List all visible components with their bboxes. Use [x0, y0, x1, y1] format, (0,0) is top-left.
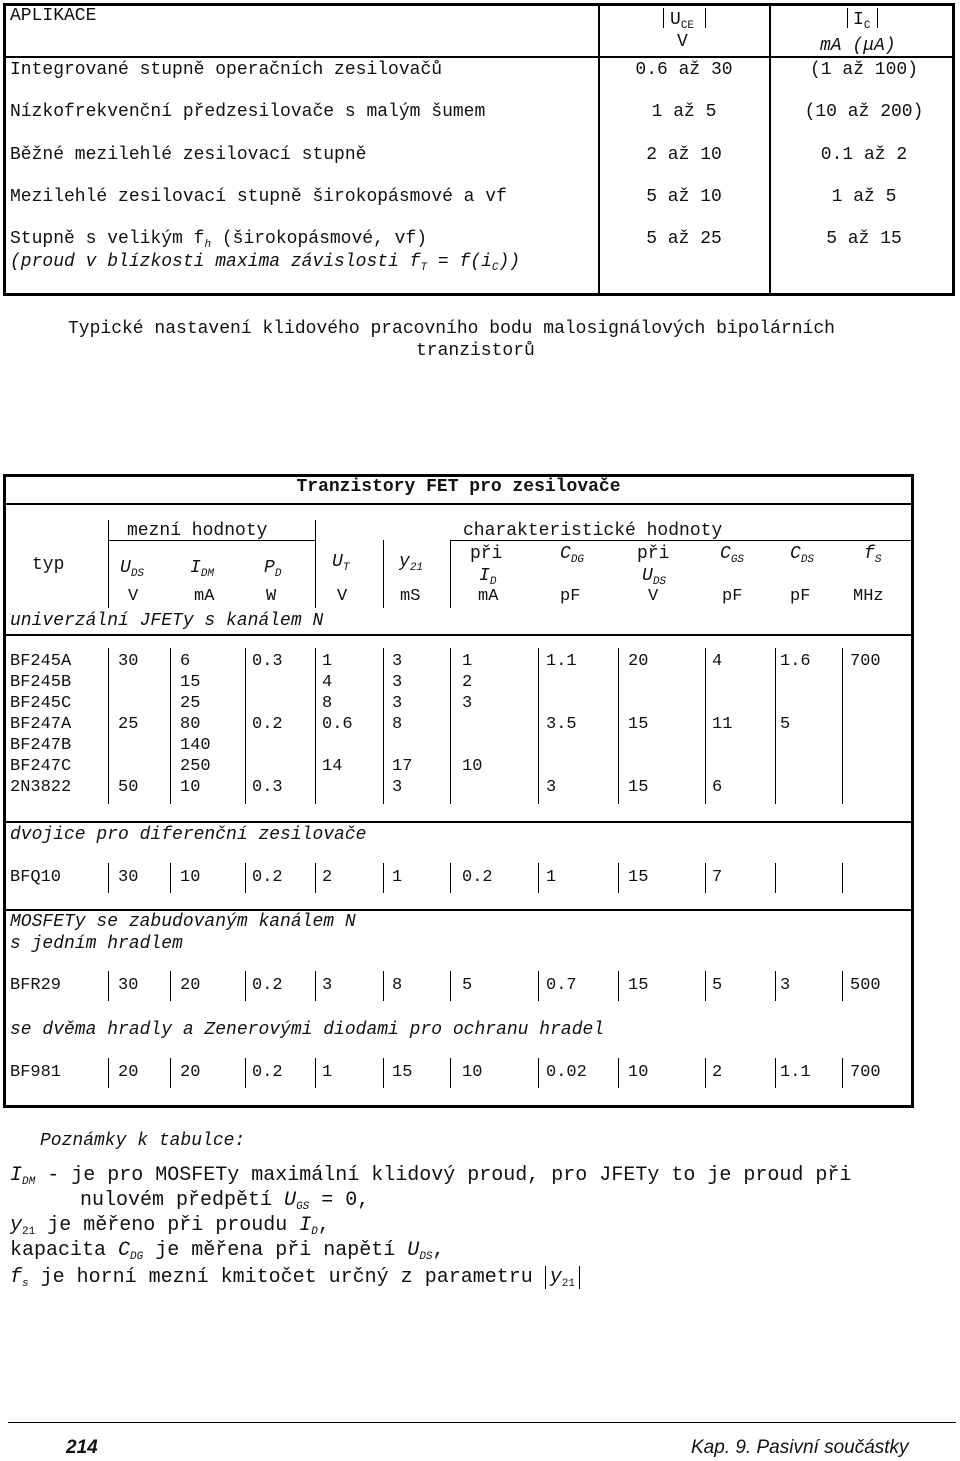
- row-uce: 1 až 5: [651, 102, 717, 122]
- section-mosfet1b: s jedním hradlem: [10, 934, 183, 954]
- cell-value: 10: [462, 757, 483, 776]
- cell-value: 0.2: [252, 868, 283, 887]
- cell-separator: [108, 971, 109, 1001]
- cell-value: 30: [118, 868, 139, 887]
- unit-label: pF: [560, 587, 581, 606]
- cell-separator: [315, 648, 316, 804]
- cell-separator: [315, 971, 316, 1001]
- cell-value: 0.2: [462, 868, 493, 887]
- cell-value: 700: [850, 1063, 881, 1082]
- cell-value: 3: [392, 673, 403, 692]
- cell-separator: [315, 863, 316, 893]
- cell-separator: [170, 971, 171, 1001]
- unit-label: W: [266, 587, 277, 606]
- cell-separator: [245, 1058, 246, 1088]
- cell-separator: [450, 971, 451, 1001]
- cell-separator: [383, 648, 384, 804]
- cell-value: 25: [118, 715, 139, 734]
- type-name: BF245B: [10, 673, 72, 692]
- header-aplikace: APLIKACE: [10, 6, 97, 26]
- cell-value: 15: [628, 868, 649, 887]
- cell-value: 10: [462, 1063, 483, 1082]
- row-ic: (1 až 100): [809, 60, 919, 80]
- cell-value: 15: [628, 715, 649, 734]
- type-name: BFR29: [10, 976, 62, 995]
- header-sep: [108, 520, 109, 608]
- col-cgs: $C_{GS}$: [720, 544, 745, 566]
- unit-label: mA: [194, 587, 215, 606]
- note-fs: $f_s$ je horní mezní kmitočet určný z parametru $y_{21}$: [10, 1268, 580, 1294]
- cell-value: 5: [712, 976, 723, 995]
- footer-rule: [8, 1422, 956, 1423]
- cell-separator: [705, 971, 706, 1001]
- header-ic: $I_C$: [853, 10, 871, 32]
- header-uce-unit: V: [677, 32, 688, 52]
- cell-separator: [618, 863, 619, 893]
- sym-bar: [847, 8, 848, 28]
- cell-separator: [618, 648, 619, 804]
- cell-separator: [538, 1058, 539, 1088]
- row-app-note: (proud v blízkosti maxima závislosti $f_T = f(i_C)$): [10, 252, 521, 274]
- cell-value: 250: [180, 757, 211, 776]
- cell-value: 4: [322, 673, 333, 692]
- col-fs: $f_S$: [864, 544, 882, 566]
- sym-bar: [663, 8, 664, 28]
- header-sep: [383, 540, 384, 608]
- unit-label: mS: [400, 587, 421, 606]
- cell-separator: [383, 971, 384, 1001]
- cell-value: 3: [780, 976, 791, 995]
- row-app: Mezilehlé zesilovací stupně širokopásmové a vf: [10, 187, 507, 207]
- cell-separator: [245, 971, 246, 1001]
- cell-value: 20: [180, 1063, 201, 1082]
- cell-value: 3: [322, 976, 333, 995]
- cell-separator: [618, 971, 619, 1001]
- row-ic: (10 až 200): [804, 102, 924, 122]
- cell-separator: [618, 1058, 619, 1088]
- cell-separator: [170, 648, 171, 804]
- cell-separator: [170, 863, 171, 893]
- cell-value: 2: [462, 673, 473, 692]
- cell-value: 80: [180, 715, 201, 734]
- cell-separator: [450, 648, 451, 804]
- cell-value: 7: [712, 868, 723, 887]
- cell-value: 0.2: [252, 976, 283, 995]
- cell-value: 2: [322, 868, 333, 887]
- note-y21: $y_{21}$ je měřeno při proudu $I_D$,: [10, 1214, 330, 1238]
- row-app: Běžné mezilehlé zesilovací stupně: [10, 145, 367, 165]
- cell-value: 3: [462, 694, 473, 713]
- cell-value: 20: [118, 1063, 139, 1082]
- cell-value: 30: [118, 652, 139, 671]
- cell-value: 0.6: [322, 715, 353, 734]
- unit-label: V: [128, 587, 139, 606]
- cell-value: 20: [628, 652, 649, 671]
- cell-value: 0.2: [252, 1063, 283, 1082]
- section-mosfet1: MOSFETy se zabudovaným kanálem N: [10, 912, 356, 932]
- header-sep: [315, 520, 316, 608]
- section-divider: [3, 909, 914, 911]
- page-number: 214: [66, 1437, 98, 1458]
- row-uce: 5 až 25: [646, 229, 722, 249]
- type-name: BF247A: [10, 715, 72, 734]
- row-uce: 2 až 10: [646, 145, 722, 165]
- cell-separator: [775, 863, 776, 893]
- type-name: BF247C: [10, 757, 72, 776]
- unit-label: pF: [722, 587, 743, 606]
- sym-bar: [877, 8, 878, 28]
- cell-separator: [538, 648, 539, 804]
- cell-value: 1.6: [780, 652, 811, 671]
- cell-separator: [315, 1058, 316, 1088]
- col-divider: [769, 3, 771, 296]
- cell-separator: [775, 971, 776, 1001]
- cell-value: 2: [712, 1063, 723, 1082]
- table1-caption-line2: tranzistorů: [416, 341, 535, 361]
- row-ic: 5 až 15: [826, 229, 902, 249]
- col-divider: [598, 3, 600, 296]
- col-typ: typ: [32, 555, 65, 575]
- cell-separator: [383, 863, 384, 893]
- section-divider: [3, 634, 914, 636]
- row-ic: 1 až 5: [831, 187, 897, 207]
- cell-value: 500: [850, 976, 881, 995]
- header-uce: $U_{CE}$: [670, 10, 695, 32]
- fet-table-title: Tranzistory FET pro zesilovače: [296, 477, 621, 497]
- cell-value: 15: [180, 673, 201, 692]
- group-characteristics: charakteristické hodnoty: [463, 521, 723, 541]
- header-ic-unit: mA (μA): [820, 36, 896, 56]
- cell-value: 50: [118, 778, 139, 797]
- type-name: BF981: [10, 1063, 62, 1082]
- cell-value: 0.2: [252, 715, 283, 734]
- cell-separator: [538, 971, 539, 1001]
- col-pd: $P_D$: [264, 558, 282, 580]
- cell-separator: [775, 648, 776, 804]
- cell-value: 3: [392, 694, 403, 713]
- row-app: Integrované stupně operačních zesilovačů: [10, 60, 443, 80]
- col-pri2: při: [637, 544, 670, 564]
- section-jfet: univerzální JFETy s kanálem N: [10, 611, 324, 631]
- row-app: Nízkofrekvenční předzesilovače s malým šumem: [10, 102, 486, 122]
- cell-separator: [245, 648, 246, 804]
- cell-separator: [170, 1058, 171, 1088]
- cell-separator: [383, 1058, 384, 1088]
- cell-value: 3: [392, 652, 403, 671]
- col-id: $I_D$: [479, 566, 497, 588]
- header-sep: [450, 540, 451, 608]
- header-divider: [3, 56, 955, 58]
- cell-value: 3: [392, 778, 403, 797]
- cell-value: 25: [180, 694, 201, 713]
- col-ut: $U_T$: [332, 552, 350, 574]
- unit-label: V: [648, 587, 659, 606]
- cell-value: 1: [322, 1063, 333, 1082]
- cell-value: 10: [180, 868, 201, 887]
- cell-value: 10: [180, 778, 201, 797]
- type-name: BFQ10: [10, 868, 62, 887]
- col-uds2: $U_{DS}$: [642, 566, 667, 588]
- type-name: BF245C: [10, 694, 72, 713]
- cell-value: 3.5: [546, 715, 577, 734]
- cell-separator: [108, 863, 109, 893]
- cell-separator: [705, 648, 706, 804]
- cell-value: 1: [546, 868, 557, 887]
- cell-value: 4: [712, 652, 723, 671]
- cell-value: 30: [118, 976, 139, 995]
- note-idm: $I_{DM}$ - je pro MOSFETy maximální klidový proud, pro JFETy to je proud při: [10, 1164, 852, 1188]
- cell-value: 8: [322, 694, 333, 713]
- chapter-title: Kap. 9. Pasivní součástky: [691, 1437, 909, 1458]
- cell-value: 5: [462, 976, 473, 995]
- type-name: BF245A: [10, 652, 72, 671]
- cell-value: 8: [392, 715, 403, 734]
- cell-value: 1: [392, 868, 403, 887]
- cell-value: 6: [712, 778, 723, 797]
- cell-value: 10: [628, 1063, 649, 1082]
- cell-value: 0.7: [546, 976, 577, 995]
- cell-value: 15: [392, 1063, 413, 1082]
- cell-separator: [538, 863, 539, 893]
- cell-separator: [842, 863, 843, 893]
- cell-value: 5: [780, 715, 791, 734]
- row-uce: 5 až 10: [646, 187, 722, 207]
- col-cds: $C_{DS}$: [790, 544, 815, 566]
- note-cdg: kapacita $C_{DG}$ je měřena při napětí $U_{DS}$,: [10, 1239, 445, 1263]
- cell-value: 1.1: [546, 652, 577, 671]
- cell-separator: [245, 863, 246, 893]
- type-name: BF247B: [10, 736, 72, 755]
- cell-value: 14: [322, 757, 343, 776]
- section-divider: [3, 821, 914, 823]
- cell-separator: [775, 1058, 776, 1088]
- cell-separator: [842, 648, 843, 804]
- cell-separator: [842, 971, 843, 1001]
- cell-separator: [108, 1058, 109, 1088]
- col-cdg: $C_{DG}$: [560, 544, 585, 566]
- cell-value: 17: [392, 757, 413, 776]
- cell-value: 6: [180, 652, 191, 671]
- cell-separator: [450, 1058, 451, 1088]
- unit-label: V: [337, 587, 348, 606]
- cell-value: 0.02: [546, 1063, 587, 1082]
- cell-value: 8: [392, 976, 403, 995]
- group-limits: mezní hodnoty: [127, 521, 268, 541]
- cell-separator: [108, 648, 109, 804]
- section-mosfet2: se dvěma hradly a Zenerovými diodami pro ochranu hradel: [10, 1020, 605, 1040]
- col-uds: $U_{DS}$: [120, 558, 145, 580]
- cell-separator: [450, 863, 451, 893]
- col-idm: $I_{DM}$: [190, 558, 215, 580]
- cell-value: 1: [322, 652, 333, 671]
- cell-separator: [705, 863, 706, 893]
- cell-value: 0.3: [252, 778, 283, 797]
- cell-value: 0.3: [252, 652, 283, 671]
- cell-value: 15: [628, 976, 649, 995]
- row-app: Stupně s velikým $f_h$ (širokopásmové, vf): [10, 229, 428, 251]
- col-pri1: při: [470, 544, 503, 564]
- sym-bar: [705, 8, 706, 28]
- cell-value: 1.1: [780, 1063, 811, 1082]
- title-divider: [3, 503, 914, 505]
- unit-label: mA: [478, 587, 499, 606]
- section-diff: dvojice pro diferenční zesilovače: [10, 825, 367, 845]
- cell-value: 3: [546, 778, 557, 797]
- row-ic: 0.1 až 2: [820, 145, 908, 165]
- cell-separator: [705, 1058, 706, 1088]
- cell-value: 140: [180, 736, 211, 755]
- note-idm-cont: nulovém předpětí $U_{GS} = 0$,: [80, 1189, 370, 1213]
- cell-value: 1: [462, 652, 473, 671]
- type-name: 2N3822: [10, 778, 72, 797]
- col-y21: $y_{21}$: [399, 552, 424, 574]
- table1-caption: Typické nastavení klidového pracovního bodu malosignálových bipolárních: [68, 319, 835, 339]
- notes-title: Poznámky k tabulce:: [40, 1131, 246, 1151]
- unit-label: MHz: [853, 587, 884, 606]
- unit-label: pF: [790, 587, 811, 606]
- cell-separator: [842, 1058, 843, 1088]
- cell-value: 11: [712, 715, 733, 734]
- cell-value: 700: [850, 652, 881, 671]
- cell-value: 15: [628, 778, 649, 797]
- row-uce: 0.6 až 30: [635, 60, 733, 80]
- cell-value: 20: [180, 976, 201, 995]
